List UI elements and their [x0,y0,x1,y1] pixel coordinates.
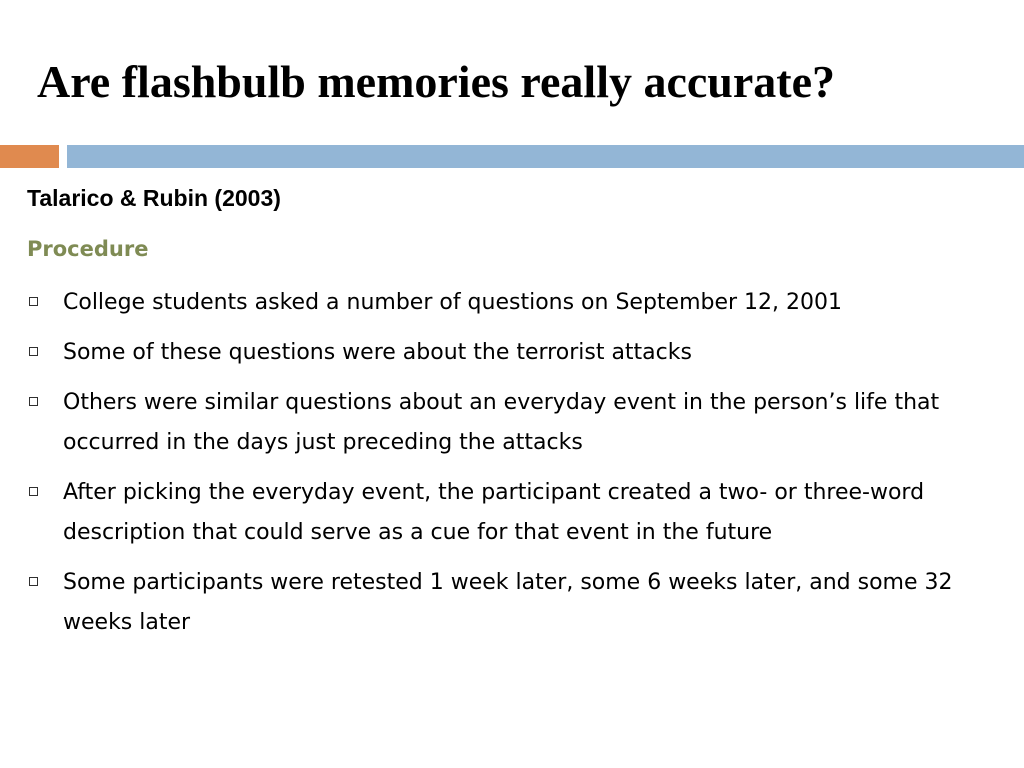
accent-bar-orange [0,145,59,168]
bullet-item [27,383,1002,463]
bullet-text: After picking the everyday event, the participant created a two- or three-word description that could serve as a cue for that event in the future [63,480,925,545]
square-bullet-icon [29,487,38,496]
bullet-text: Others were similar questions about an everyday event in the person’s life that occurred in the days just preceding the attacks [63,390,940,455]
square-bullet-icon [29,347,38,356]
square-bullet-icon [29,397,38,406]
section-label-procedure: Procedure [27,237,149,261]
bullet-item [27,473,1002,553]
study-citation: Talarico & Rubin (2003) [27,185,281,211]
bullet-item [27,333,1002,373]
bullet-text: Some participants were retested 1 week later, some 6 weeks later, and some 32 weeks later [63,570,953,635]
square-bullet-icon [29,577,38,586]
accent-bar-blue [67,145,1024,168]
bullet-item [27,563,1002,643]
procedure-bullet-list [27,283,1002,653]
slide-title: Are flashbulb memories really accurate? [37,56,836,107]
bullet-text: College students asked a number of questions on September 12, 2001 [63,290,843,315]
bullet-text: Some of these questions were about the terrorist attacks [63,340,692,365]
square-bullet-icon [29,297,38,306]
bullet-item [27,283,1002,323]
